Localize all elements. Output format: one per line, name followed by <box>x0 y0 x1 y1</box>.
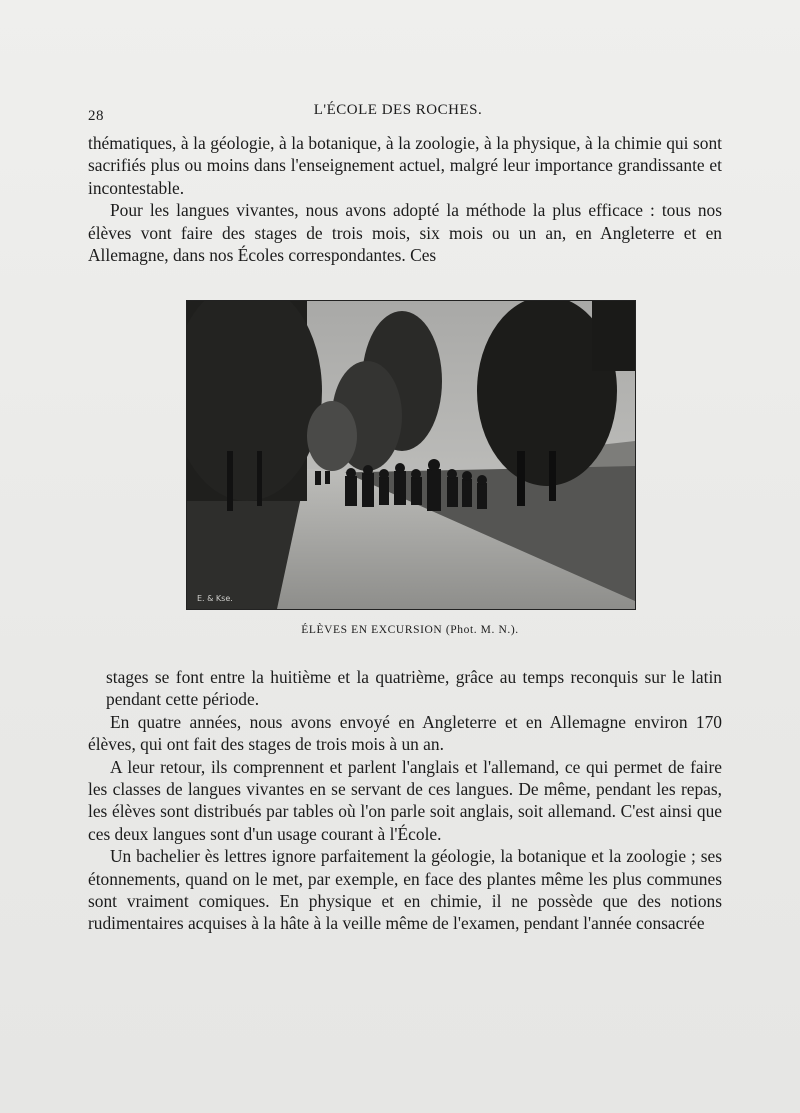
paragraph-bachelier: Un bachelier ès lettres ignore parfaitement la géologie, la botanique et la zoologie ; ses étonnements, quand on le met, par exemple, en face des plantes même les plus communes sont vraiment comiques. En physique et en chimie, il ne possède que des notions rudimentaires acquises à la hâte à la veille même de l'examen, pendant l'année consacrée <box>88 846 722 934</box>
excursion-photo <box>187 301 635 609</box>
text-block-bottom <box>88 666 722 935</box>
text-block-top <box>88 132 722 266</box>
photograph <box>186 300 636 610</box>
paragraph-four-years: En quatre années, nous avons envoyé en Angleterre et en Allemagne environ 170 élèves, qui ont fait des stages de trois mois à un an. <box>88 711 722 755</box>
page-number: 28 <box>88 108 104 124</box>
figure-caption: ÉLÈVES EN EXCURSION (Phot. M. N.). <box>301 624 519 636</box>
paragraph-return: A leur retour, ils comprennent et parlent l'anglais et l'allemand, ce qui permet de faire les classes de langues vivantes en se servant de ces langues. De même, pendant les repas, les élèves sont distribués par tables où l'on parle soit anglais, soit allemand. C'est ainsi que ces deux langues sont d'un usage courant à l'École. <box>88 756 722 844</box>
paragraph-stages: stages se font entre la huitième et la quatrième, grâce au temps reconquis sur le latin pendant cette période. <box>106 667 722 710</box>
paragraph-languages: Pour les langues vivantes, nous avons adopté la méthode la plus efficace : tous nos élèves vont faire des stages de trois mois, six mois ou un an, en Angleterre et en Allemagne, dans nos Écoles correspondantes. Ces <box>88 200 722 266</box>
running-title: L'ÉCOLE DES ROCHES. <box>313 102 483 118</box>
page-header <box>88 100 708 124</box>
photographer-mark: E. & Kse. <box>197 594 233 603</box>
paragraph-continuation: thématiques, à la géologie, à la botanique, à la zoologie, à la physique, à la chimie qui sont sacrifiés plus ou moins dans l'enseignement actuel, malgré leur importance grandissante et incontestable. <box>88 133 722 198</box>
